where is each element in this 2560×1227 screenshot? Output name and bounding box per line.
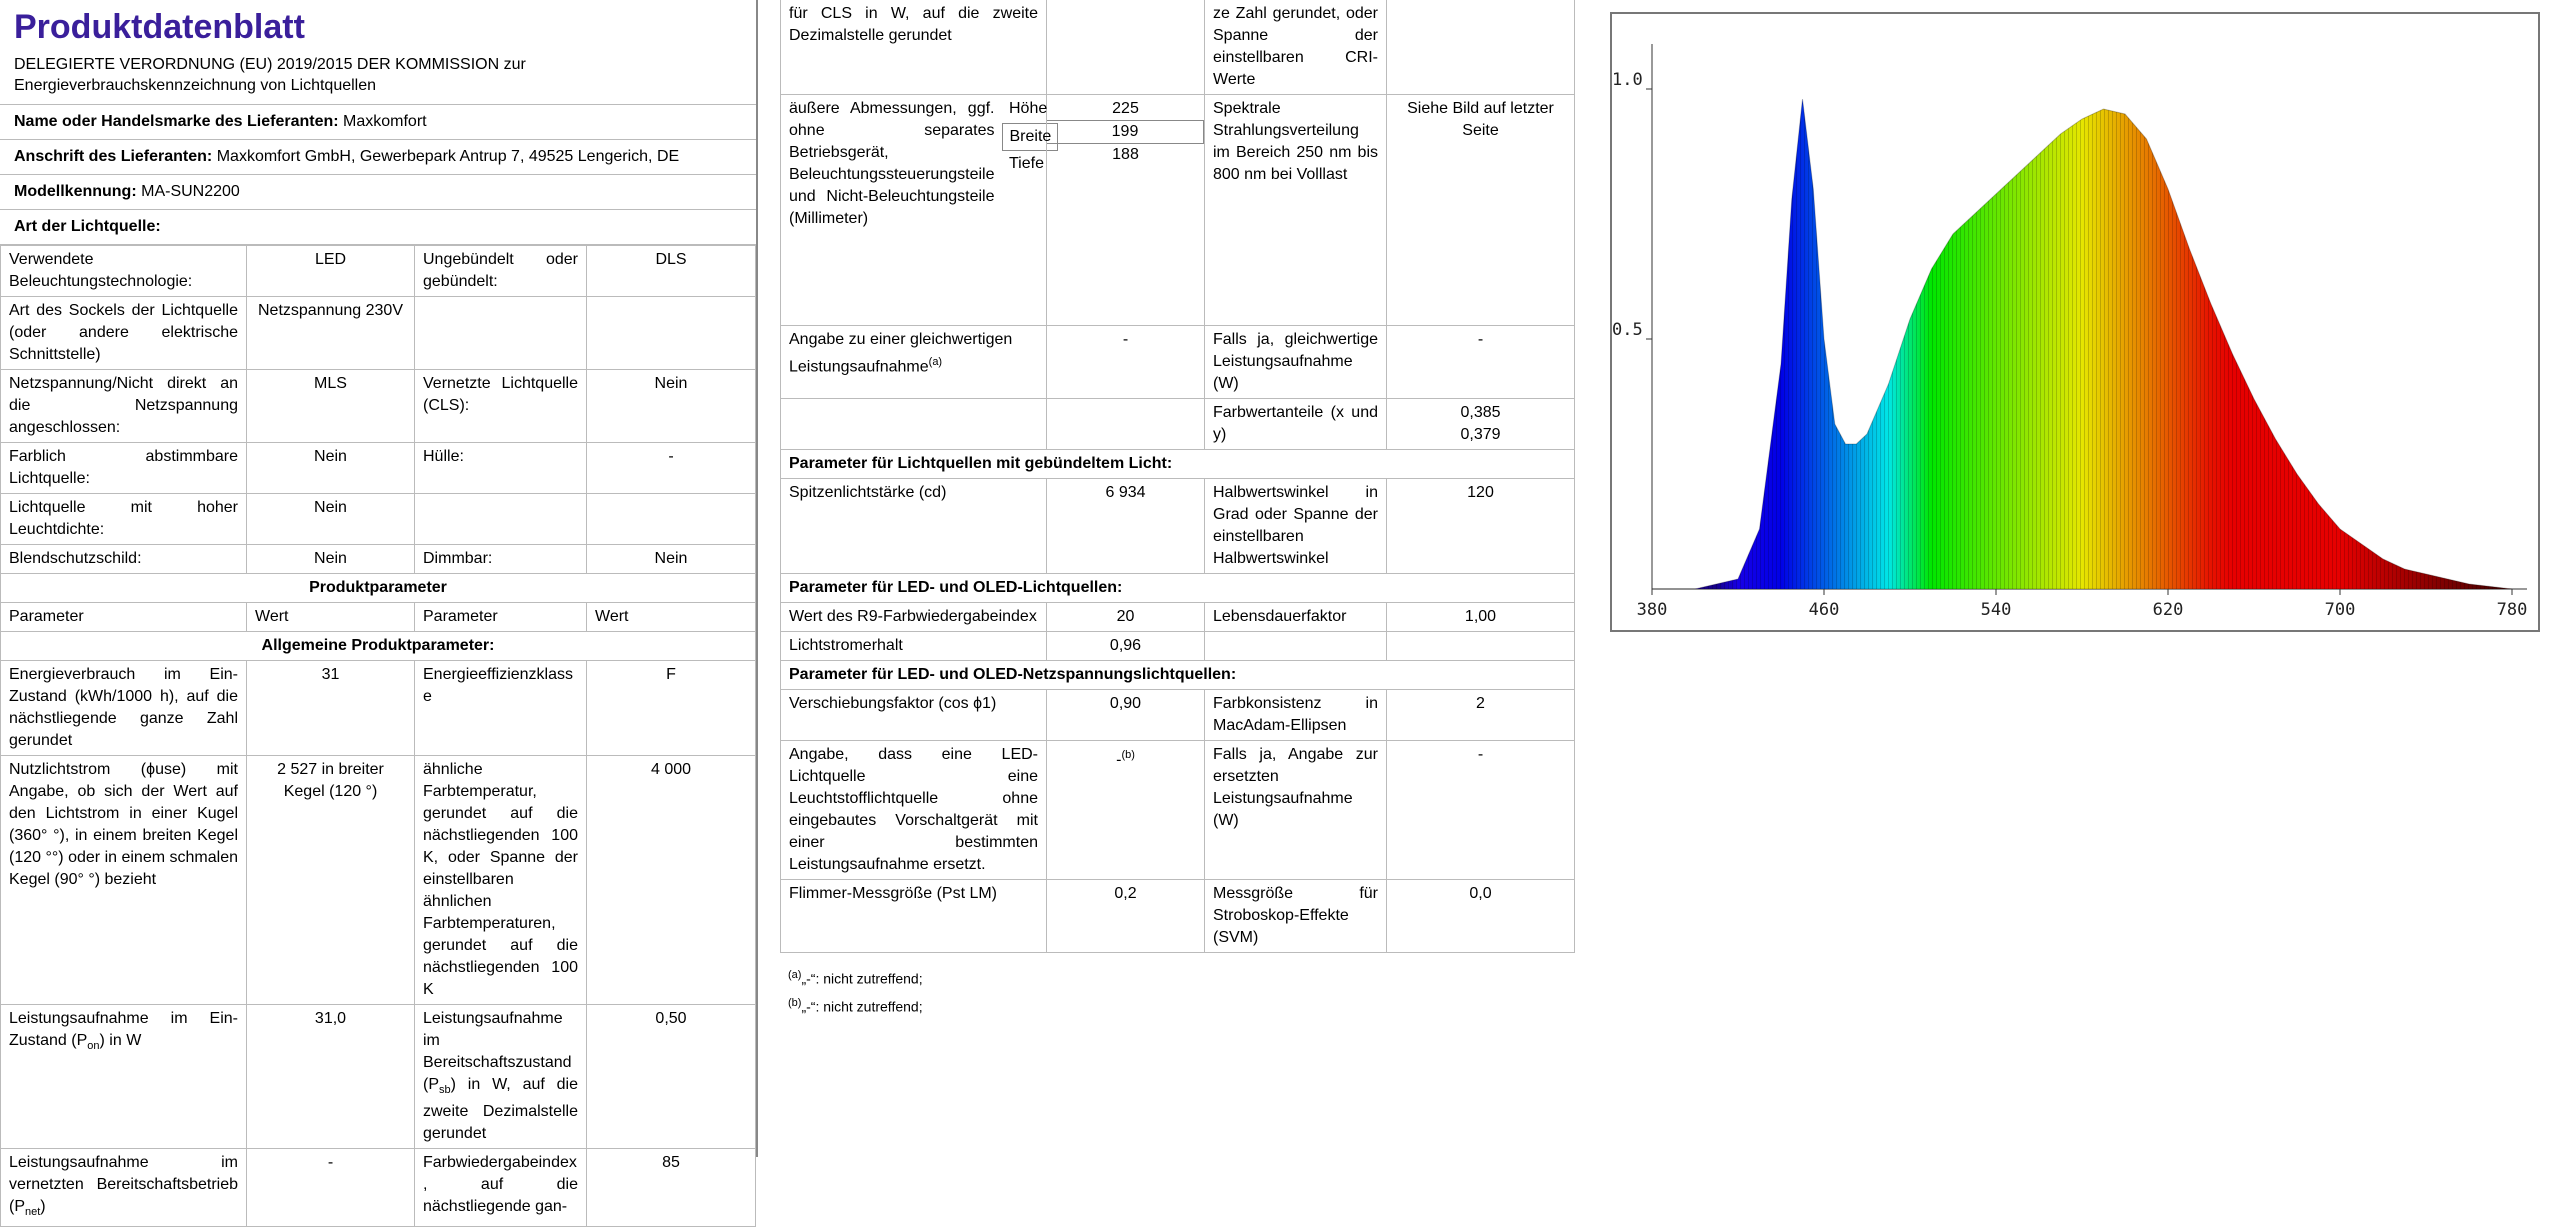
- value-cell: MLS: [247, 370, 415, 443]
- param-text: ): [40, 1198, 46, 1216]
- value-cell: [587, 494, 756, 545]
- table-row: [781, 0, 1575, 95]
- superscript: (b): [788, 996, 802, 1009]
- param-cell: Lichtquelle mit hoher Leuchtdichte:: [1, 494, 247, 545]
- value-cell: 31,0: [247, 1005, 415, 1149]
- value-cell: -: [587, 443, 756, 494]
- model-row: [0, 175, 756, 210]
- param-cell: [415, 1005, 587, 1149]
- param-text: ) in W: [99, 1032, 142, 1049]
- value-cell: [587, 297, 756, 370]
- section-heading-row: [781, 450, 1575, 479]
- light-source-type-heading: [0, 210, 756, 245]
- param-cell: [1, 1005, 247, 1149]
- footnotes: [780, 953, 1575, 1028]
- param-cell: Spitzenlichtstärke (cd): [781, 479, 1047, 574]
- footnote-text: „-“: nicht zutreffend;: [801, 970, 923, 987]
- value-cell: 0,0: [1387, 880, 1575, 953]
- param-cell: Hülle:: [415, 443, 587, 494]
- param-text: Leistungsaufnahme im Ein-Zustand (P: [9, 1010, 238, 1049]
- led-heading: Parameter für LED- und OLED-Lichtquellen:: [781, 574, 1575, 603]
- supplier-address-label: Anschrift des Lieferanten:: [14, 148, 213, 165]
- table-row: [1, 297, 756, 370]
- column-header: Wert: [247, 603, 415, 632]
- value-cell: 0,50: [587, 1005, 756, 1149]
- table-row: [781, 603, 1575, 632]
- value-cell: [1387, 399, 1575, 450]
- param-cell: Farbwiedergabeindex, auf die nächstliegende gan-: [415, 1149, 587, 1227]
- dimensions-values: [1047, 95, 1205, 326]
- value-cell: Nein: [587, 370, 756, 443]
- x-tick-label: 700: [2324, 600, 2356, 620]
- value-cell: 2: [1387, 690, 1575, 741]
- table-row: [781, 326, 1575, 399]
- param-cell: Energieeffizienzklasse: [415, 661, 587, 756]
- value-cell: 0,2: [1047, 880, 1205, 953]
- value-cell: [1387, 632, 1575, 661]
- column-header: Parameter: [1, 603, 247, 632]
- table-row: [1, 443, 756, 494]
- x-tick-label: 380: [1636, 600, 1668, 620]
- value-cell: Nein: [587, 545, 756, 574]
- superscript: (b): [1121, 749, 1135, 761]
- param-cell: Angabe, dass eine LED-Lichtquelle eine Leuchtstofflichtquelle ohne eingebautes Vorschaltgerät mit einer bestimmten Leistungsaufnahme ersetzt.: [781, 741, 1047, 880]
- value-cell: -: [1047, 326, 1205, 399]
- column-header: Parameter: [415, 603, 587, 632]
- general-params-heading: Allgemeine Produktparameter:: [1, 632, 756, 661]
- chroma-x: 0,385: [1460, 404, 1501, 421]
- value-cell: 120: [1387, 479, 1575, 574]
- supplier-name: Maxkomfort: [343, 113, 427, 130]
- value-cell: 31: [247, 661, 415, 756]
- param-cell: Verschiebungsfaktor (cos ϕ1): [781, 690, 1047, 741]
- table-row: [1, 246, 756, 297]
- x-tick-label: 780: [2496, 600, 2528, 620]
- dim-name: Höhe: [1008, 100, 1048, 117]
- param-cell: Farbkonsistenz in MacAdam-Ellipsen: [1205, 690, 1387, 741]
- supplier-address: Maxkomfort GmbH, Gewerbepark Antrup 7, 49525 Lengerich, DE: [216, 148, 680, 165]
- subscript: net: [25, 1206, 41, 1219]
- param-cell: Farbwertanteile (x und y): [1205, 399, 1387, 450]
- subscript: sb: [439, 1084, 451, 1097]
- dim-value: 199: [1047, 120, 1204, 144]
- param-text: ) in W, auf die zweite Dezimalstelle gerundet: [423, 1076, 578, 1143]
- supplier-name-label: Name oder Handelsmarke des Lieferanten:: [14, 113, 339, 130]
- param-cell: Lichtstromerhalt: [781, 632, 1047, 661]
- param-cell: Verwendete Beleuchtungstechnologie:: [1, 246, 247, 297]
- table-row: [1, 756, 756, 1005]
- param-cell: Vernetzte Lichtquelle (CLS):: [415, 370, 587, 443]
- value-cell: DLS: [587, 246, 756, 297]
- table-row: [781, 95, 1575, 326]
- dim-name: Breite: [1003, 124, 1058, 151]
- param-cell: Art des Sockels der Lichtquelle (oder andere elektrische Schnittstelle): [1, 297, 247, 370]
- dimensions-inner-table: [781, 95, 1058, 325]
- model-value: MA-SUN2200: [141, 183, 240, 200]
- table-row: [781, 632, 1575, 661]
- param-cell: Netzspannung/Nicht direkt an die Netzspannung angeschlossen:: [1, 370, 247, 443]
- chroma-y: 0,379: [1460, 426, 1501, 443]
- section-heading-row: [1, 632, 756, 661]
- table-row: [1, 494, 756, 545]
- value-cell: Nein: [247, 494, 415, 545]
- table-row: [1, 1149, 756, 1227]
- value-cell: 6 934: [1047, 479, 1205, 574]
- table-row: [781, 399, 1575, 450]
- section-heading-row: [781, 661, 1575, 690]
- spectrum-chart-panel: [1610, 12, 2540, 632]
- column-header: Wert: [587, 603, 756, 632]
- value-cell: F: [587, 661, 756, 756]
- product-params-heading: Produktparameter: [1, 574, 756, 603]
- param-cell: Farblich abstimmbare Lichtquelle:: [1, 443, 247, 494]
- table-row: [1, 370, 756, 443]
- param-text: Angabe zu einer gleichwertigen Leistungsaufnahme: [789, 331, 1013, 376]
- param-cell: Dimmbar:: [415, 545, 587, 574]
- y-tick-label: 0.5: [1612, 320, 1643, 340]
- y-tick-label: 1.0: [1612, 70, 1643, 90]
- param-cell: Ungebündelt oder gebündelt:: [415, 246, 587, 297]
- table-row: [781, 880, 1575, 953]
- param-cell: ze Zahl gerundet, oder Spanne der einstellbaren CRI-Werte: [1205, 0, 1387, 95]
- param-cell: Messgröße für Stroboskop-Effekte (SVM): [1205, 880, 1387, 953]
- light-source-type-table: [0, 245, 756, 1227]
- value-cell: 0,90: [1047, 690, 1205, 741]
- page-title: Produktdatenblatt: [14, 8, 305, 46]
- param-cell: Halbwertswinkel in Grad oder Spanne der einstellbaren Halbwertswinkel: [1205, 479, 1387, 574]
- param-cell: Lebensdauerfaktor: [1205, 603, 1387, 632]
- superscript: (a): [928, 356, 943, 368]
- section-heading-row: [1, 574, 756, 603]
- mains-heading: Parameter für LED- und OLED-Netzspannungslichtquellen:: [781, 661, 1575, 690]
- supplier-address-row: [0, 140, 756, 175]
- param-cell: Falls ja, gleichwertige Leistungsaufnahme (W): [1205, 326, 1387, 399]
- param-cell: ähnliche Farbtemperatur, gerundet auf die nächstliegenden 100 K, oder Spanne der einstellbaren ähnlichen Farbtemperaturen, gerundet auf die nächstliegenden 100 K: [415, 756, 587, 1005]
- datasheet-middle-page: [780, 0, 1575, 1015]
- superscript: (a): [788, 969, 802, 981]
- value-text: -: [1116, 751, 1122, 769]
- value-cell: 1,00: [1387, 603, 1575, 632]
- value-cell: Netzspannung 230V: [247, 297, 415, 370]
- light-source-type-label: Art der Lichtquelle:: [14, 218, 161, 235]
- dim-value: 188: [1112, 146, 1139, 163]
- value-cell: -: [1387, 741, 1575, 880]
- value-cell: Siehe Bild auf letzter Seite: [1387, 95, 1575, 326]
- spectral-distribution-chart: [1612, 14, 2538, 630]
- param-cell: für CLS in W, auf die zweite Dezimalstelle gerundet: [781, 0, 1047, 95]
- param-text: Leistungsaufnahme im vernetzten Bereitschaftsbetrieb (P: [9, 1154, 238, 1216]
- column-header-row: [1, 603, 756, 632]
- dim-name: Tiefe: [1008, 155, 1044, 172]
- value-cell: LED: [247, 246, 415, 297]
- table-row: [1, 545, 756, 574]
- datasheet-left-page: [0, 0, 758, 1219]
- supplier-name-row: [0, 105, 756, 140]
- spectrum-area-texture: [1652, 69, 2512, 589]
- table-row: [1, 1005, 756, 1149]
- directional-heading: Parameter für Lichtquellen mit gebündeltem Licht:: [781, 450, 1575, 479]
- footnote-a: [788, 963, 1567, 991]
- param-cell: [781, 399, 1047, 450]
- dimensions-label: äußere Abmessungen, ggf. ohne separates Betriebsgerät, Beleuchtungssteuerungsteile und Nicht-Beleuchtungsteile (Millimeter): [789, 100, 995, 227]
- chart-area-group: [1652, 69, 2512, 589]
- param-cell: [1205, 632, 1387, 661]
- param-cell: [415, 494, 587, 545]
- param-cell: Wert des R9-Farbwiedergabeindex: [781, 603, 1047, 632]
- x-tick-label: 460: [1808, 600, 1840, 620]
- param-cell: Energieverbrauch im Ein-Zustand (kWh/1000 h), auf die nächstliegende ganze Zahl gerundet: [1, 661, 247, 756]
- dim-value: 225: [1112, 100, 1139, 117]
- value-cell: [1047, 741, 1205, 880]
- param-cell: Flimmer-Messgröße (Pst LM): [781, 880, 1047, 953]
- value-cell: 4 000: [587, 756, 756, 1005]
- value-cell: 85: [587, 1149, 756, 1227]
- table-row: [781, 690, 1575, 741]
- param-text: Leistungsaufnahme im Bereitschaftszustand (P: [423, 1010, 572, 1093]
- value-cell: 20: [1047, 603, 1205, 632]
- value-cell: -: [247, 1149, 415, 1227]
- param-cell: [1, 1149, 247, 1227]
- param-cell: Nutzlichtstrom (ϕuse) mit Angabe, ob sich der Wert auf den Lichtstrom in einer Kugel (360° °), in einem breiten Kegel (120 °°) oder in einem schmalen Kegel (90° °) bezieht: [1, 756, 247, 1005]
- param-cell: [415, 297, 587, 370]
- x-tick-label: 620: [2152, 600, 2184, 620]
- model-label: Modellkennung:: [14, 183, 137, 200]
- param-cell: Spektrale Strahlungsverteilung im Bereich 250 nm bis 800 nm bei Volllast: [1205, 95, 1387, 326]
- param-cell: [781, 326, 1047, 399]
- table-row: [781, 741, 1575, 880]
- value-cell: [1047, 0, 1205, 95]
- value-cell: Nein: [247, 443, 415, 494]
- param-cell: Blendschutzschild:: [1, 545, 247, 574]
- regulation-text: DELEGIERTE VERORDNUNG (EU) 2019/2015 DER KOMMISSION zur Energieverbrauchskennzeichnung von Lichtquellen: [0, 52, 756, 105]
- value-cell: Nein: [247, 545, 415, 574]
- value-cell: -: [1387, 326, 1575, 399]
- dimensions-cell: [781, 95, 1052, 326]
- table-row: [1, 661, 756, 756]
- table-row: [781, 479, 1575, 574]
- section-heading-row: [781, 574, 1575, 603]
- param-cell: Falls ja, Angabe zur ersetzten Leistungsaufnahme (W): [1205, 741, 1387, 880]
- value-cell: 2 527 in breiter Kegel (120 °): [247, 756, 415, 1005]
- value-cell: [1047, 399, 1205, 450]
- x-tick-label: 540: [1980, 600, 2012, 620]
- value-cell: 0,96: [1047, 632, 1205, 661]
- footnote-text: „-“: nicht zutreffend;: [801, 998, 923, 1015]
- value-cell: [1387, 0, 1575, 95]
- params-table-continued: [780, 0, 1575, 953]
- footnote-b: [788, 991, 1567, 1019]
- subscript: on: [87, 1040, 100, 1053]
